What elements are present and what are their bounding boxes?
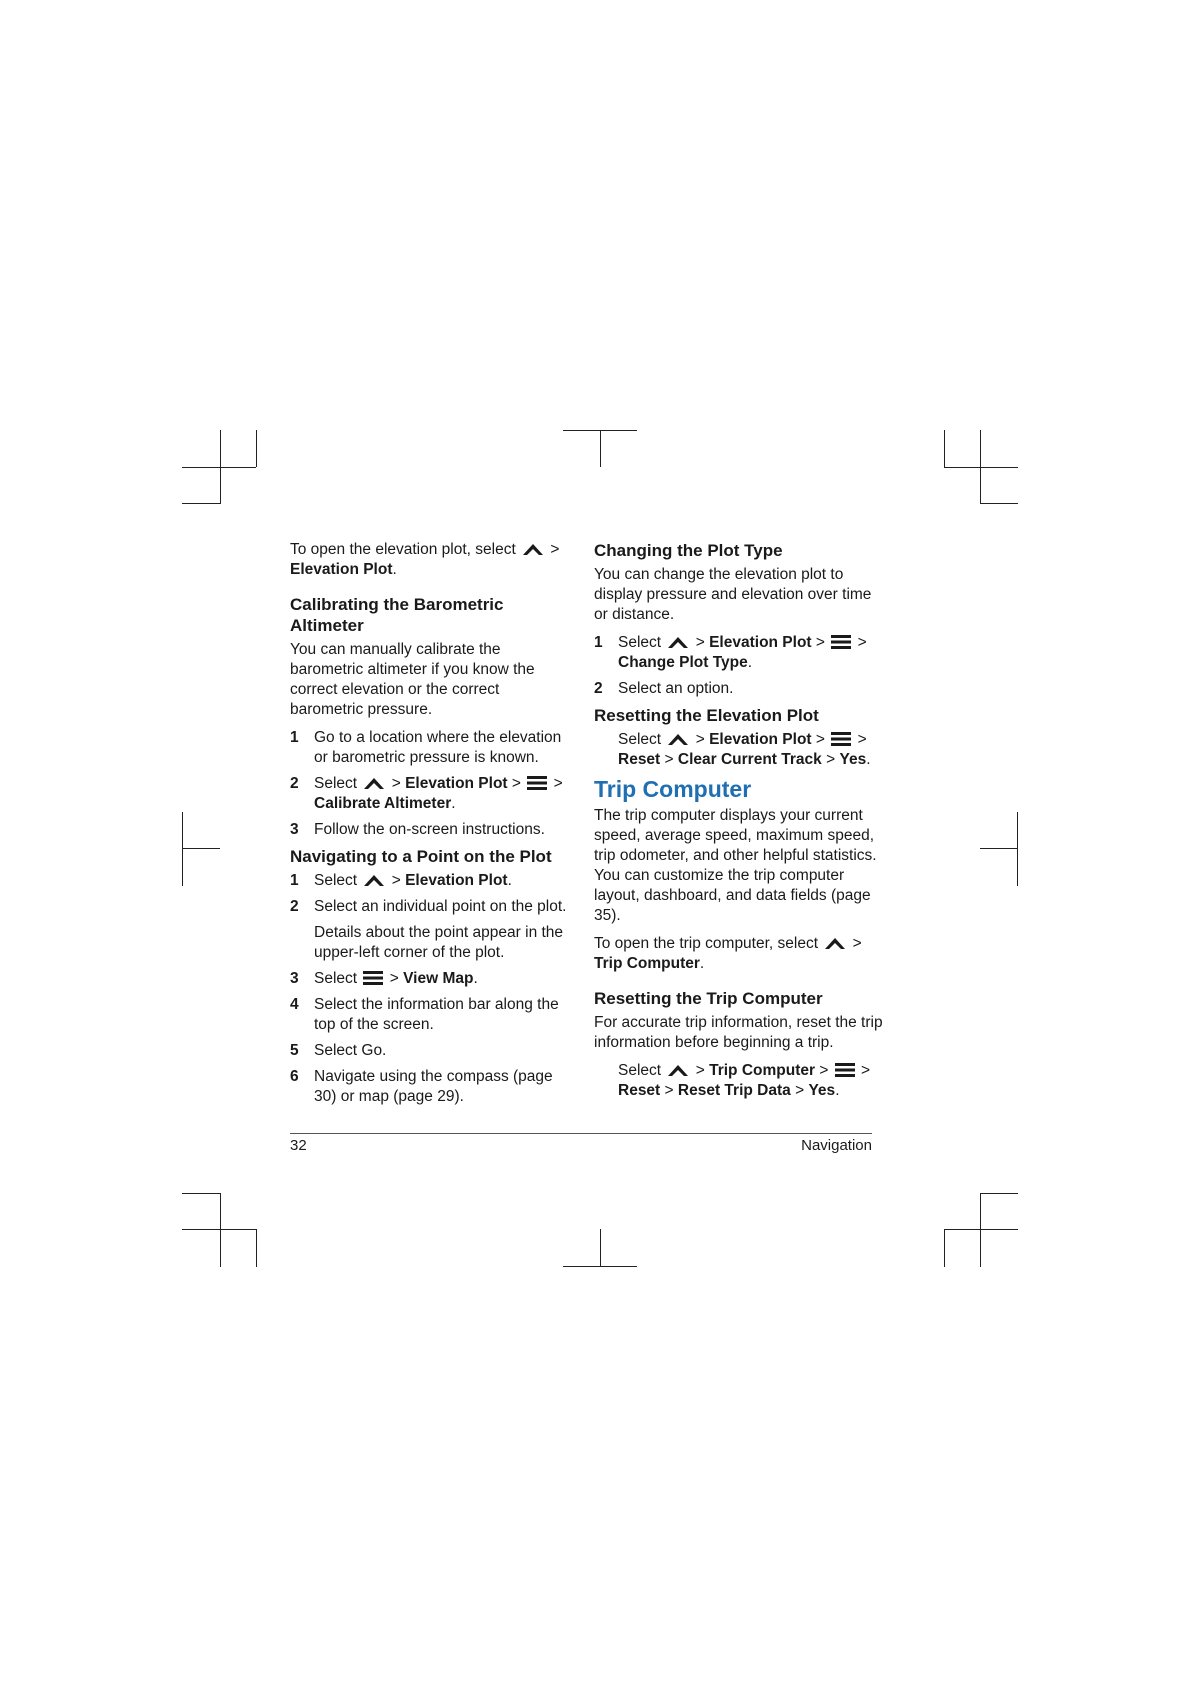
select-word: Select bbox=[314, 872, 358, 889]
crop-mark bbox=[944, 467, 1018, 468]
up-chevron-icon bbox=[363, 872, 385, 888]
calibrate-body: You can manually calibrate the barometric altimeter if you know the correct elevation or the correct barometric pressure. bbox=[290, 641, 535, 718]
step-item bbox=[594, 633, 884, 673]
path-separator: > bbox=[511, 775, 521, 792]
crop-mark bbox=[600, 1229, 601, 1267]
crop-mark bbox=[980, 503, 1018, 504]
reset-plot-heading: Resetting the Elevation Plot bbox=[594, 706, 819, 725]
intro-text: To open the elevation plot, select bbox=[290, 541, 516, 558]
step-text bbox=[314, 774, 570, 814]
menu-icon bbox=[527, 775, 547, 791]
step-text: Navigate using the compass (page 30) or map (page 29). bbox=[314, 1068, 553, 1105]
crop-mark bbox=[256, 1229, 257, 1267]
sentence-end: . bbox=[473, 970, 478, 987]
step-text: Select Go. bbox=[314, 1042, 387, 1059]
step-detail: Details about the point appear in the upper-left corner of the plot. bbox=[314, 924, 564, 961]
path-separator: > bbox=[550, 541, 560, 558]
elevation-plot-intro bbox=[290, 540, 570, 580]
up-chevron-icon bbox=[667, 634, 689, 650]
step-number: 5 bbox=[290, 1042, 299, 1059]
crop-mark bbox=[256, 430, 257, 467]
sentence-end: . bbox=[699, 955, 705, 972]
menu-path-item: Elevation Plot bbox=[290, 561, 393, 578]
up-chevron-icon bbox=[522, 541, 544, 557]
crop-mark bbox=[980, 1193, 981, 1267]
crop-mark bbox=[1017, 812, 1018, 886]
step-text bbox=[618, 633, 884, 673]
crop-mark bbox=[563, 1266, 637, 1267]
crop-mark bbox=[980, 1193, 1018, 1194]
reset-plot-instruction bbox=[594, 730, 884, 770]
step-number: 2 bbox=[290, 775, 299, 792]
crop-mark bbox=[944, 430, 945, 467]
step-number: 2 bbox=[290, 898, 299, 915]
menu-path-item: Elevation Plot bbox=[405, 872, 508, 889]
sentence-end: . bbox=[835, 1082, 840, 1099]
step-item bbox=[290, 1041, 570, 1061]
menu-path-item: View Map bbox=[403, 970, 474, 987]
step-text: Select an option. bbox=[618, 680, 734, 697]
trip-computer-title: Trip Computer bbox=[594, 776, 752, 802]
menu-path-item: Reset bbox=[618, 751, 661, 768]
path-separator: > bbox=[553, 775, 563, 792]
crop-mark bbox=[944, 1229, 1018, 1230]
reset-trip-body: For accurate trip information, reset the trip information before beginning a trip. bbox=[594, 1014, 883, 1051]
crop-mark bbox=[182, 1229, 256, 1230]
step-text bbox=[314, 871, 570, 891]
menu-icon bbox=[835, 1062, 855, 1078]
path-separator: > bbox=[795, 1082, 805, 1099]
select-word: Select bbox=[618, 731, 662, 748]
sentence-end: . bbox=[747, 654, 753, 671]
step-item bbox=[290, 995, 570, 1035]
footer-rule bbox=[290, 1133, 872, 1134]
crop-mark bbox=[220, 1193, 221, 1267]
sentence-end: . bbox=[451, 795, 456, 812]
step-number: 2 bbox=[594, 680, 603, 697]
path-separator: > bbox=[695, 1062, 705, 1079]
up-chevron-icon bbox=[667, 731, 689, 747]
step-text: Select the information bar along the top of the screen. bbox=[314, 996, 559, 1033]
section-name: Navigation bbox=[801, 1137, 872, 1154]
reset-trip-instruction bbox=[594, 1061, 884, 1101]
crop-mark bbox=[944, 1229, 945, 1267]
step-number: 1 bbox=[290, 729, 299, 746]
path-separator: > bbox=[819, 1062, 829, 1079]
path-separator: > bbox=[815, 731, 825, 748]
left-column bbox=[290, 540, 570, 1113]
select-word: Select bbox=[314, 775, 358, 792]
step-number: 1 bbox=[290, 872, 299, 889]
step-item bbox=[594, 679, 884, 699]
step-number: 4 bbox=[290, 996, 299, 1013]
menu-path-item: Yes bbox=[808, 1082, 836, 1099]
path-separator: > bbox=[852, 935, 862, 952]
menu-path-item: Reset Trip Data bbox=[677, 1082, 791, 1099]
path-separator: > bbox=[391, 872, 401, 889]
select-word: Select bbox=[314, 970, 358, 987]
crop-mark bbox=[182, 467, 256, 468]
menu-path-item: Trip Computer bbox=[594, 955, 700, 972]
menu-path-item: Elevation Plot bbox=[709, 634, 812, 651]
sentence-end: . bbox=[507, 872, 512, 889]
page-number: 32 bbox=[290, 1137, 307, 1154]
step-number: 3 bbox=[290, 821, 299, 838]
crop-mark bbox=[600, 430, 601, 467]
menu-path-item: Calibrate Altimeter bbox=[314, 795, 452, 812]
menu-path-item: Clear Current Track bbox=[677, 751, 822, 768]
sentence-end: . bbox=[392, 561, 397, 578]
path-separator: > bbox=[664, 1082, 674, 1099]
step-item bbox=[290, 871, 570, 891]
step-item bbox=[290, 1067, 570, 1107]
path-separator: > bbox=[695, 731, 705, 748]
step-item bbox=[290, 820, 570, 840]
crop-mark bbox=[182, 848, 220, 849]
path-separator: > bbox=[815, 634, 825, 651]
crop-mark bbox=[182, 503, 220, 504]
path-separator: > bbox=[861, 1062, 871, 1079]
calibrate-heading: Calibrating the Barometric Altimeter bbox=[290, 595, 504, 635]
step-item bbox=[290, 969, 570, 989]
step-text: Select an individual point on the plot. bbox=[314, 898, 567, 915]
step-text bbox=[314, 969, 570, 989]
step-item bbox=[290, 897, 570, 917]
menu-icon bbox=[831, 634, 851, 650]
menu-path-item: Reset bbox=[618, 1082, 661, 1099]
path-separator: > bbox=[857, 731, 867, 748]
crop-mark bbox=[980, 848, 1018, 849]
up-chevron-icon bbox=[363, 775, 385, 791]
change-plot-heading: Changing the Plot Type bbox=[594, 541, 783, 560]
path-separator: > bbox=[857, 634, 867, 651]
step-number: 1 bbox=[594, 634, 603, 651]
step-text: Follow the on-screen instructions. bbox=[314, 821, 545, 838]
change-plot-body: You can change the elevation plot to display pressure and elevation over time or distance. bbox=[594, 566, 872, 623]
trip-computer-open bbox=[594, 934, 884, 974]
step-number: 3 bbox=[290, 970, 299, 987]
menu-icon bbox=[363, 970, 383, 986]
intro-text: To open the trip computer, select bbox=[594, 935, 819, 952]
path-separator: > bbox=[695, 634, 705, 651]
step-text: Go to a location where the elevation or barometric pressure is known. bbox=[314, 729, 562, 766]
step-item bbox=[290, 728, 570, 768]
path-separator: > bbox=[826, 751, 836, 768]
navigate-heading: Navigating to a Point on the Plot bbox=[290, 847, 552, 866]
menu-path-item: Elevation Plot bbox=[405, 775, 508, 792]
path-separator: > bbox=[664, 751, 674, 768]
path-separator: > bbox=[389, 970, 399, 987]
trip-computer-body: The trip computer displays your current speed, average speed, maximum speed, trip odometer, and other helpful statistics. You can customize the trip computer layout, dashboard, and data fields (page 35). bbox=[594, 807, 877, 924]
path-separator: > bbox=[391, 775, 401, 792]
right-column bbox=[594, 540, 884, 1107]
menu-path-item: Change Plot Type bbox=[618, 654, 748, 671]
crop-mark bbox=[182, 812, 183, 886]
up-chevron-icon bbox=[824, 935, 846, 951]
reset-trip-heading: Resetting the Trip Computer bbox=[594, 989, 823, 1008]
step-item bbox=[290, 774, 570, 814]
sentence-end: . bbox=[866, 751, 871, 768]
menu-path-item: Yes bbox=[839, 751, 867, 768]
menu-path-item: Trip Computer bbox=[709, 1062, 816, 1079]
menu-icon bbox=[831, 731, 851, 747]
select-word: Select bbox=[618, 634, 662, 651]
crop-mark bbox=[182, 1193, 220, 1194]
up-chevron-icon bbox=[667, 1062, 689, 1078]
step-number: 6 bbox=[290, 1068, 299, 1085]
menu-path-item: Elevation Plot bbox=[709, 731, 812, 748]
select-word: Select bbox=[618, 1062, 662, 1079]
